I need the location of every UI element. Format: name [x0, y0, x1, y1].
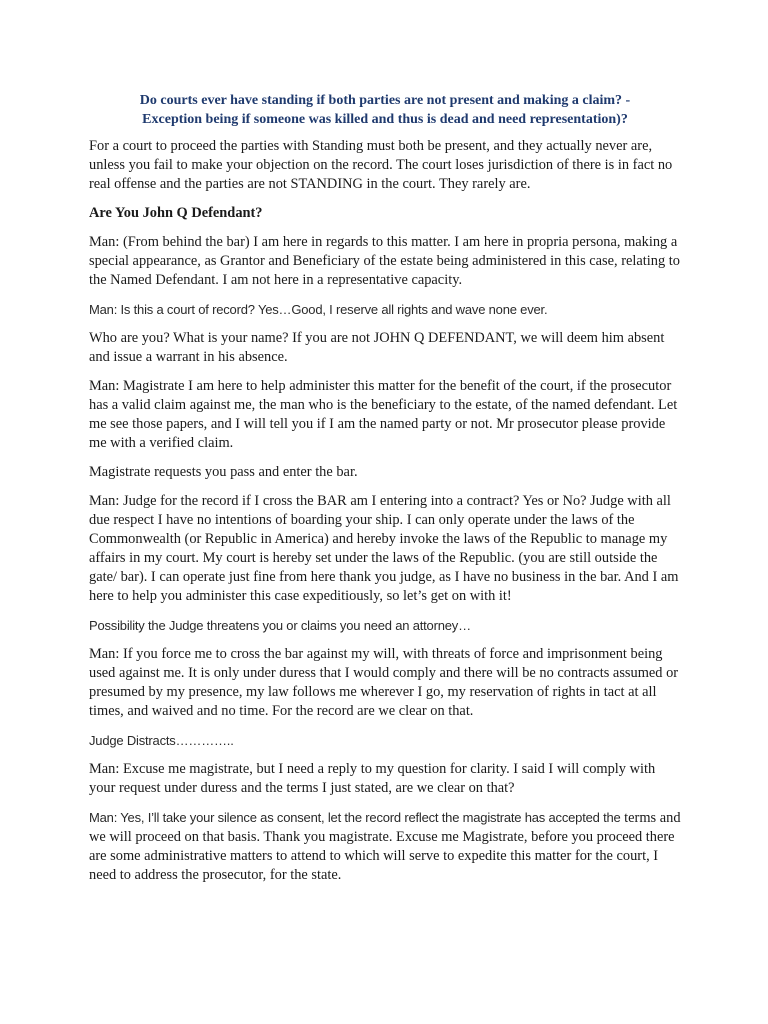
- paragraph-judge-distracts: Judge Distracts…………..: [89, 733, 234, 748]
- document-title: [89, 91, 681, 129]
- document-body: [89, 91, 681, 895]
- paragraph-reply-clarity: Man: Excuse me magistrate, but I need a reply to my question for clarity. I said I will comply with your request under duress and the terms I just stated, are we clear on that?: [89, 761, 656, 796]
- paragraph-standing: For a court to proceed the parties with Standing must both be present, and they actually never are, unless you fail to make your objection on the record. The court loses jurisdiction of there is in fact no real offense and the parties are not STANDING in the court. They rarely are.: [89, 138, 673, 192]
- title-line-1: Do courts ever have standing if both parties are not present and making a claim? -: [139, 93, 631, 108]
- section-heading: Are You John Q Defendant?: [89, 205, 263, 221]
- silence-consent-rest: terms and we will proceed on that basis. Thank you magistrate. Excuse me Magistrate, before you proceed there are some administrative matters to attend to which will serve to expedite this matter for the court, I need to address the prosecutor, for the state.: [89, 810, 681, 883]
- silence-consent-first-line: Man: Yes, I’ll take your silence as consent, let the record reflect the magistrate has accepted the: [89, 810, 621, 825]
- paragraph-court-of-record: Man: Is this a court of record? Yes…Good, I reserve all rights and wave none ever.: [89, 302, 548, 317]
- paragraph-attorney-threat: Possibility the Judge threatens you or claims you need an attorney…: [89, 618, 471, 633]
- paragraph-silence-consent: [89, 808, 681, 885]
- title-line-2: Exception being if someone was killed and thus is dead and need representation)?: [142, 112, 628, 127]
- paragraph-man-behind-bar: Man: (From behind the bar) I am here in regards to this matter. I am here in propria persona, making a special appearance, as Grantor and Beneficiary of the estate being administered in this case, relating to the Named Defendant. I am not here in a representative capacity.: [89, 234, 680, 288]
- paragraph-enter-bar: Magistrate requests you pass and enter the bar.: [89, 464, 358, 480]
- paragraph-duress: Man: If you force me to cross the bar against my will, with threats of force and imprisonment being used against me. It is only under duress that I would comply and there will be no contracts assumed or presumed by my presence, my law follows me wherever I go, my reservation of rights in tact at all times, and waived and no time. For the record are we clear on that.: [89, 646, 679, 719]
- paragraph-cross-bar: Man: Judge for the record if I cross the BAR am I entering into a contract? Yes or No? Judge with all due respect I have no intentions of boarding your ship. I can only operate under the laws of the Commonwealth (or Republic in America) and hereby invoke the laws of the Republic to manage my affairs in my court. My court is hereby set under the laws of the Republic. (you are still outside the gate/ bar). I can operate just fine from here thank you judge, as I have no business in the bar. And I am here to help you administer this case expeditiously, so let’s get on with it!: [89, 493, 679, 604]
- paragraph-who-are-you: Who are you? What is your name? If you are not JOHN Q DEFENDANT, we will deem him absent and issue a warrant in his absence.: [89, 330, 665, 365]
- paragraph-magistrate-administer: Man: Magistrate I am here to help administer this matter for the benefit of the court, if the prosecutor has a valid claim against me, the man who is the beneficiary to the estate, of the named defendant. Let me see those papers, and I will tell you if I am the named party or not. Mr prosecutor please provide me with a verified claim.: [89, 378, 678, 451]
